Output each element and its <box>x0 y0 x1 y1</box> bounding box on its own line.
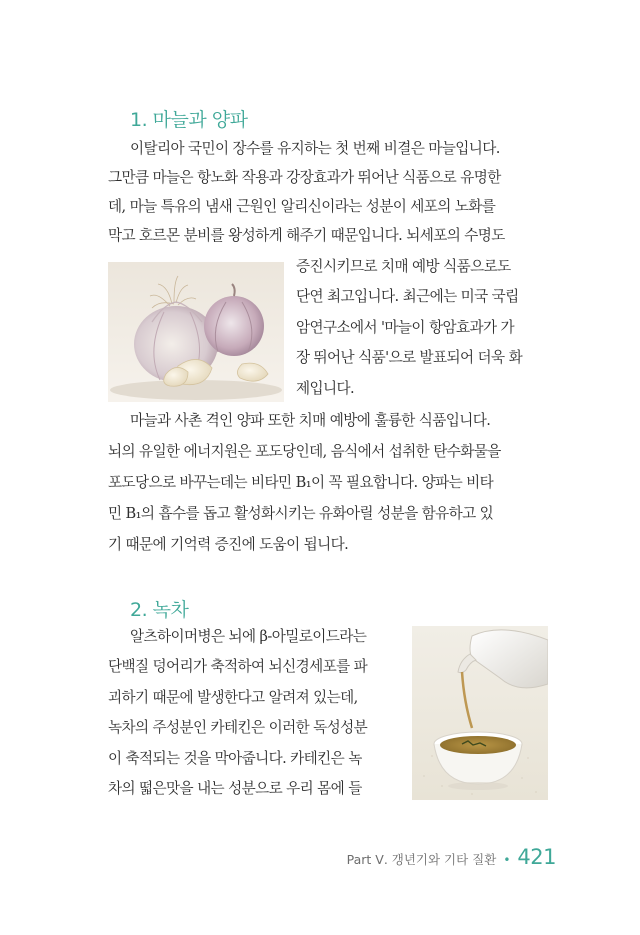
body-line: 차의 떫은맛을 내는 성분으로 우리 몸에 들 <box>108 780 362 797</box>
section2-heading: 2. 녹차 <box>130 599 189 621</box>
body-line: 제입니다. <box>296 380 355 397</box>
body-line: 막고 호르몬 분비를 왕성하게 해주기 때문입니다. 뇌세포의 수명도 <box>108 227 505 244</box>
body-line: 괴하기 때문에 발생한다고 알려져 있는데, <box>108 689 358 706</box>
part-label: Part Ⅴ. 갱년기와 기타 질환 <box>346 852 497 867</box>
garlic-photo <box>108 262 284 402</box>
body-line: 기 때문에 기억력 증진에 도움이 됩니다. <box>108 536 349 553</box>
separator-dot: • <box>503 853 511 867</box>
body-line: 마늘과 사촌 격인 양파 또한 치매 예방에 훌륭한 식품입니다. <box>130 412 491 429</box>
body-line: 장 뛰어난 식품'으로 발표되어 더욱 화 <box>296 349 523 366</box>
body-line: 포도당으로 바꾸는데는 비타민 B₁이 꼭 필요합니다. 양파는 비타 <box>108 474 494 491</box>
body-line: 뇌의 유일한 에너지원은 포도당인데, 음식에서 섭취한 탄수화물을 <box>108 443 501 460</box>
green-tea-pouring-photo <box>412 626 548 800</box>
body-line: 증진시키므로 치매 예방 식품으로도 <box>296 258 511 275</box>
body-line: 그만큼 마늘은 항노화 작용과 강장효과가 뛰어난 식품으로 유명한 <box>108 169 501 186</box>
body-line: 암연구소에서 '마늘이 항암효과가 가 <box>296 319 514 336</box>
body-line: 단백질 덩어리가 축적하여 뇌신경세포를 파 <box>108 658 368 675</box>
body-line: 알츠하이머병은 뇌에 β-아밀로이드라는 <box>130 628 367 645</box>
body-line: 데, 마늘 특유의 냄새 근원인 알리신이라는 성분이 세포의 노화를 <box>108 198 496 215</box>
body-line: 녹차의 주성분인 카테킨은 이러한 독성성분 <box>108 719 368 736</box>
page-footer <box>347 845 556 869</box>
body-line: 단연 최고입니다. 최근에는 미국 국립 <box>296 288 519 305</box>
section1-heading: 1. 마늘과 양파 <box>130 109 248 131</box>
body-line: 이 축적되는 것을 막아줍니다. 카테킨은 녹 <box>108 750 362 767</box>
body-line: 민 B₁의 흡수를 돕고 활성화시키는 유화아릴 성분을 함유하고 있 <box>108 505 494 522</box>
page-number: 421 <box>517 845 556 869</box>
body-line: 이탈리아 국민이 장수를 유지하는 첫 번째 비결은 마늘입니다. <box>130 140 500 157</box>
